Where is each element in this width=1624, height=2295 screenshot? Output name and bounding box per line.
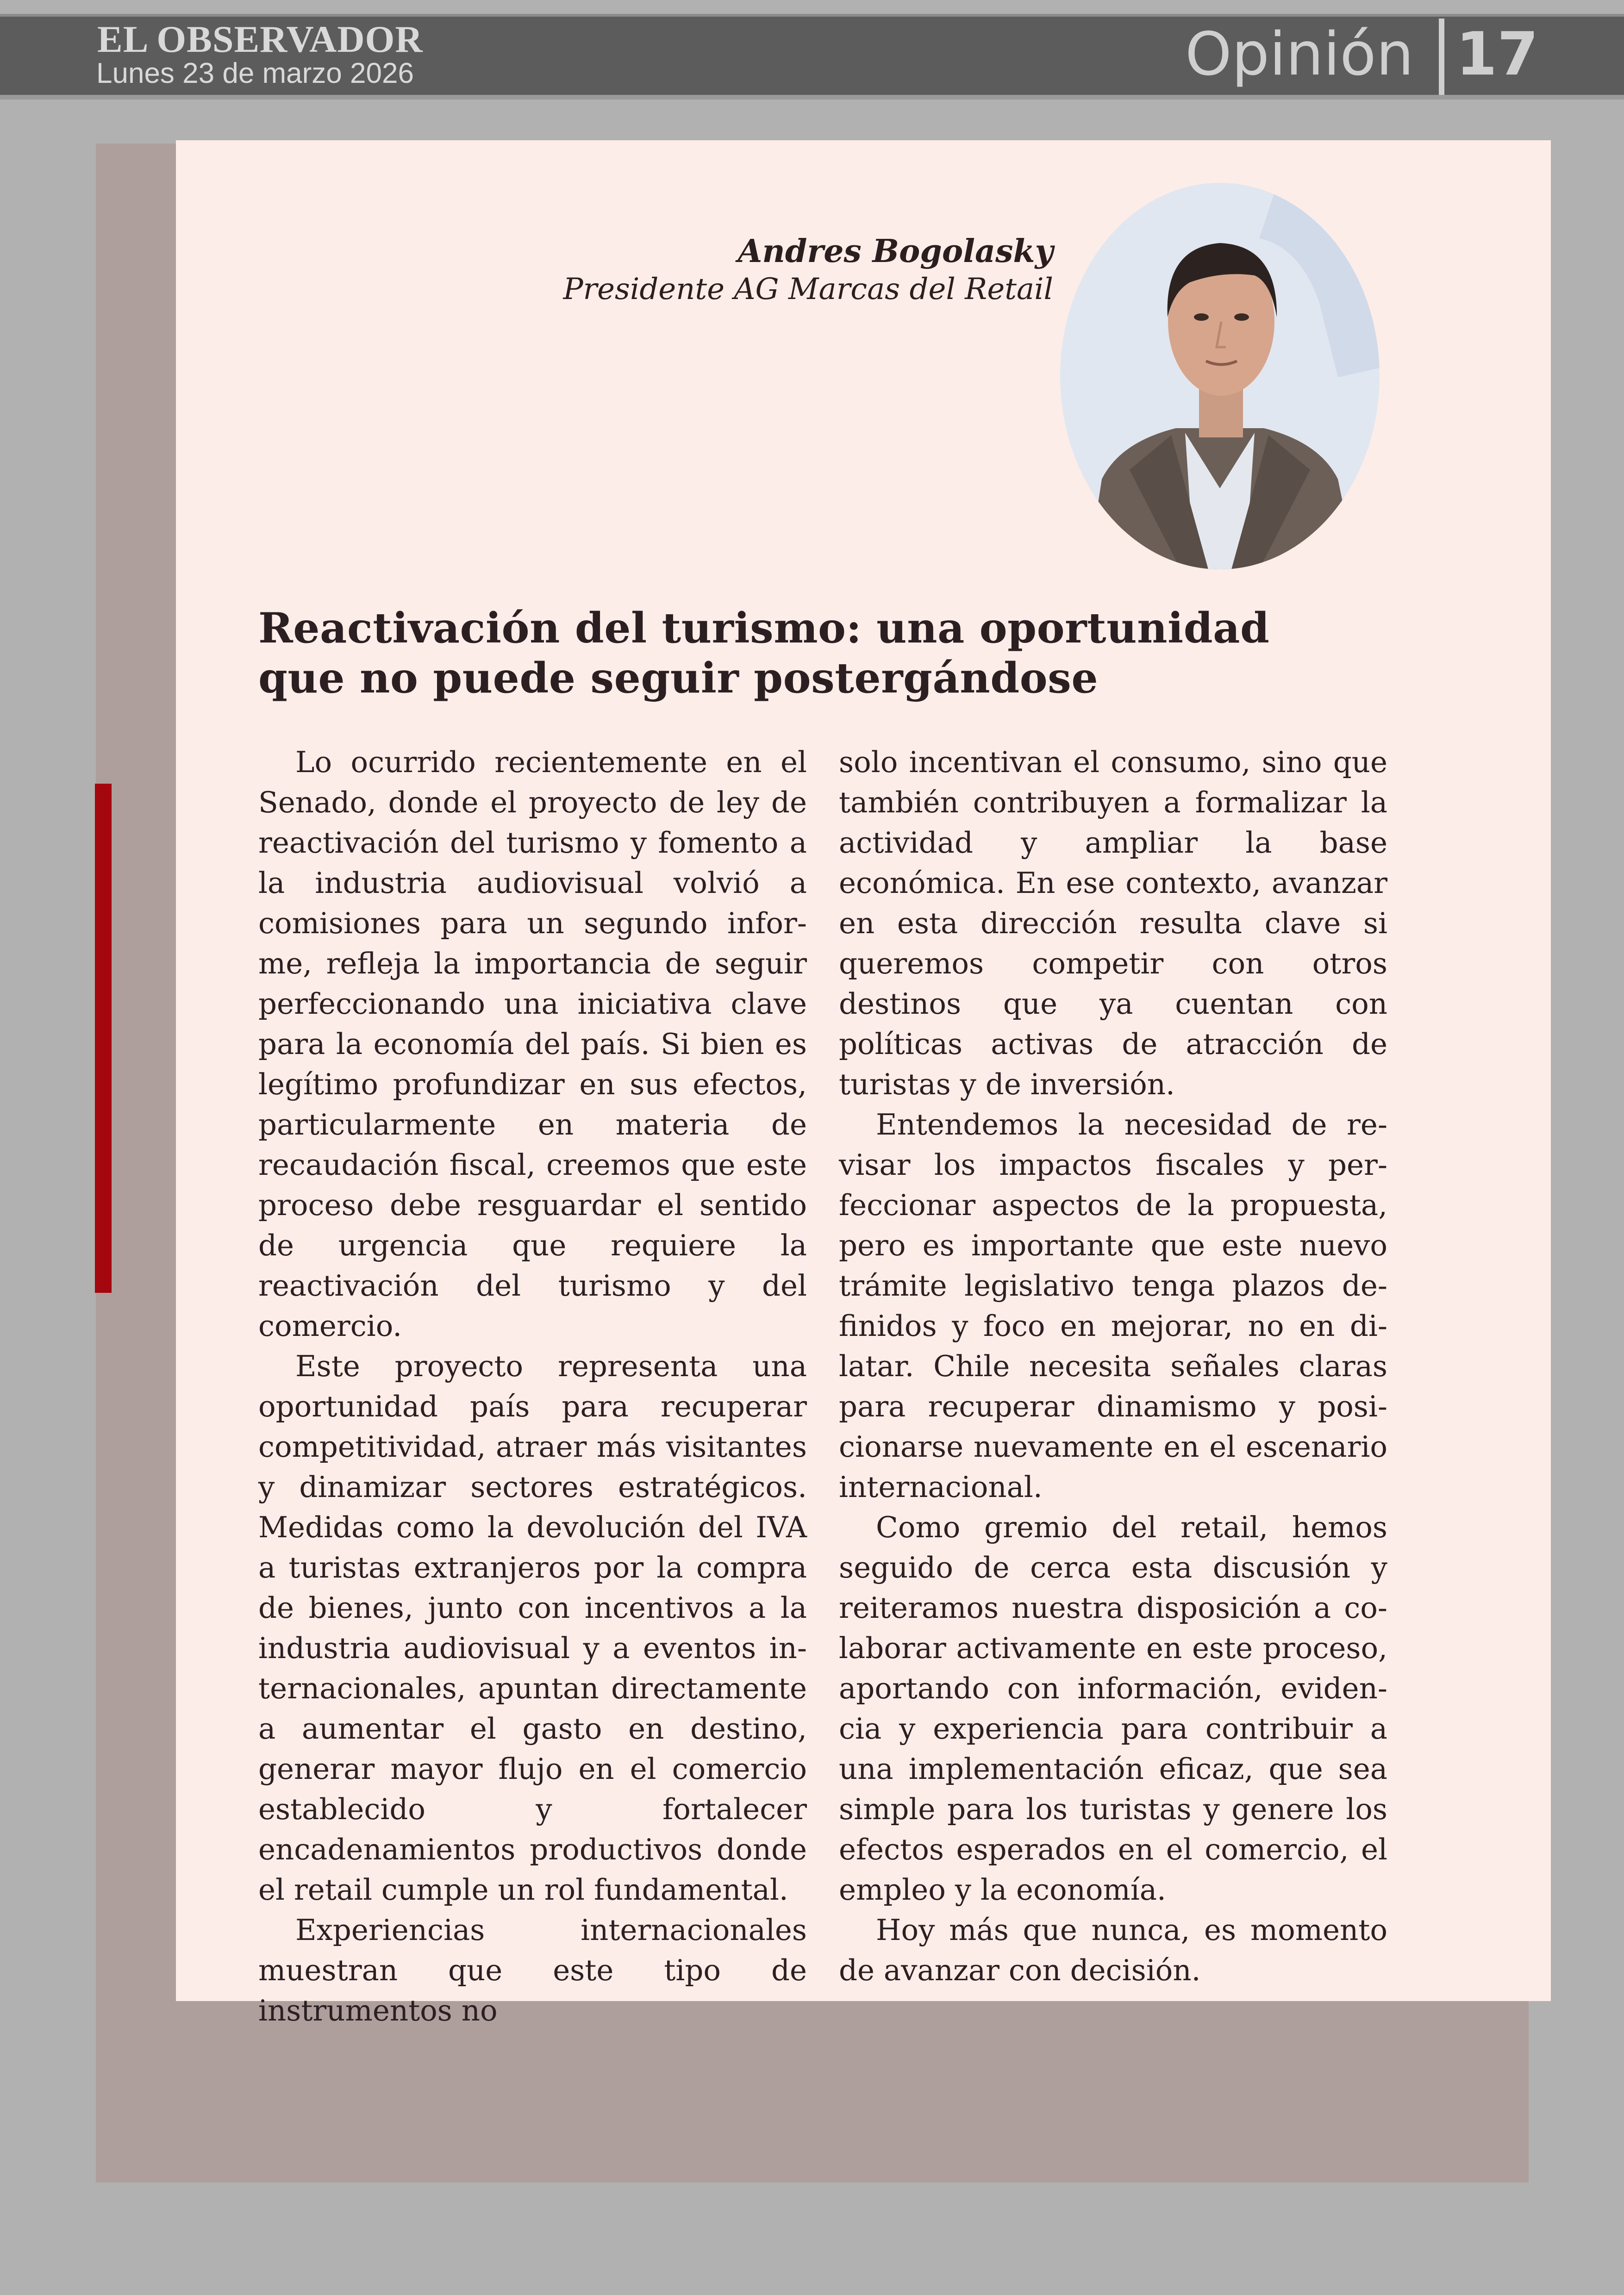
publication-name: EL OBSERVADOR <box>97 18 423 60</box>
opinion-article <box>176 140 1551 2027</box>
article-headline <box>258 603 1416 703</box>
page-number: 17 <box>1456 20 1539 89</box>
byline <box>563 233 1053 308</box>
author-name: Andres Bogolasky <box>737 233 1053 270</box>
paragraph-continued: solo incentivan el consumo, sino que también contribuyen a formalizar la actividad y ampliar la base económica. En ese contexto, avanzar en esta dirección resulta clave si queremos competir con otros destinos que ya cuentan con políticas activas de atracción de turistas y de inversión. <box>839 745 1387 1101</box>
author-portrait-illustration <box>1060 183 1380 569</box>
author-role: Presidente AG Marcas del Retail <box>563 272 1053 306</box>
section-name: Opinión <box>1185 20 1414 89</box>
headline-line-2: que no puede seguir postergándose <box>258 654 1099 703</box>
paragraph: Entendemos la necesidad de revisar los impactos fiscales y perfeccionar aspectos de la propuesta, pero es importante que este nuevo trámite legislativo tenga plazos definidos y foco en mejorar, no en dilatar. Chile necesita señales claras para recuperar dinamismo y posicionarse nuevamente en el escenario internacional. <box>839 1108 1387 1504</box>
author-portrait <box>1060 183 1380 569</box>
paragraph: Experiencias internacionales muestran que este tipo de instrumentos no <box>258 1913 807 2027</box>
paragraph: Lo ocurrido recientemente en el Senado, donde el proyecto de ley de reactivación del turismo y fomento a la industria audiovisual volvió a comisiones para un segundo informe, refleja la importancia de seguir perfeccionando una iniciativa clave para la economía del país. Si bien es legítimo profundizar en sus efectos, particularmente en materia de recaudación fiscal, creemos que este proceso debe resguardar el sentido de urgencia que requiere la reactivación del turismo y del comercio. <box>258 745 807 1343</box>
page-number-divider <box>1439 19 1444 95</box>
headline-line-1: Reactivación del turismo: una oportunidad <box>258 604 1270 653</box>
article-column-right <box>839 742 1387 1990</box>
newspaper-header <box>0 14 1624 100</box>
article-column-left <box>258 742 807 2031</box>
paragraph: Este proyecto representa una oportunidad país para recuperar competitividad, atraer más visitantes y dinamizar sectores estratégicos. Medidas como la devolución del IVA a turistas extranjeros por la compra de bienes, junto con incentivos a la industria audiovisual y a eventos internacionales, apuntan directamente a aumentar el gasto en destino, generar mayor flujo en el comercio establecido y fortalecer encadenamientos productivos donde el retail cumple un rol fundamental. <box>258 1349 807 1907</box>
accent-red-bar <box>95 784 112 1293</box>
paragraph: Hoy más que nunca, es momento de avanzar con decisión. <box>839 1913 1387 1987</box>
publication-date: Lunes 23 de marzo 2026 <box>96 57 414 89</box>
paragraph: Como gremio del retail, hemos seguido de cerca esta discusión y reiteramos nuestra disposición a colaborar activamente en este proceso, aportando con información, evidencia y experiencia para contribuir a una implementación eficaz, que sea simple para los turistas y genere los efectos esperados en el comercio, el empleo y la economía. <box>839 1510 1387 1907</box>
